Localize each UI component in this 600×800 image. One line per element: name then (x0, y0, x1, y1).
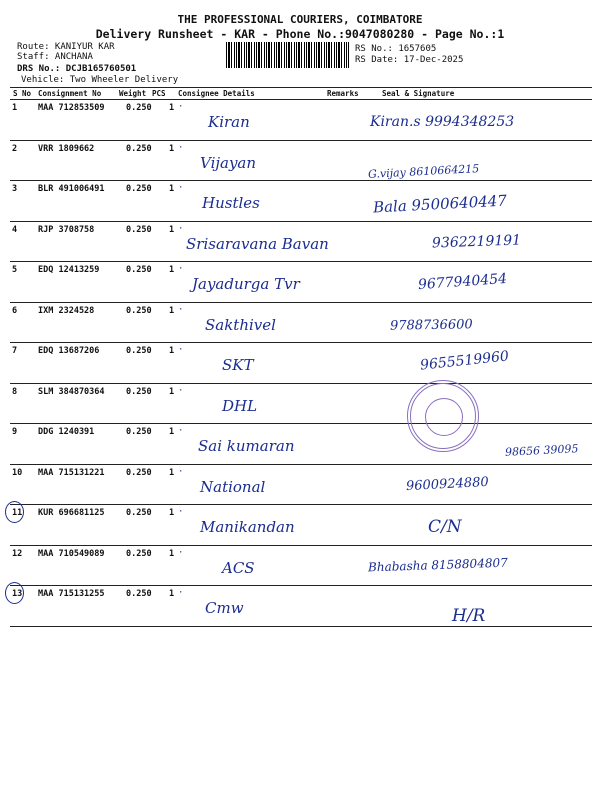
row-weight: 0.250 (126, 184, 152, 194)
row-weight: 0.250 (126, 468, 152, 478)
row-consignment-no: BLR 491006491 (38, 184, 105, 194)
row-divider (10, 180, 592, 181)
row-pcs: 1 (169, 184, 175, 194)
row-consignment-no: EDQ 12413259 (38, 265, 100, 275)
row-pcs: 1 (169, 144, 175, 154)
row-weight: 0.250 (126, 508, 152, 518)
row-weight: 0.250 (126, 144, 152, 154)
row-consignment-no: IXM 2324528 (38, 306, 95, 316)
row-consignment-no: RJP 3708758 (38, 225, 95, 235)
row-sno: 6 (12, 306, 18, 316)
page-subtitle: Delivery Runsheet - KAR - Phone No.:9047080280 - Page No.:1 (95, 27, 505, 41)
header-rule-bottom (10, 99, 592, 100)
vehicle-label: Vehicle: Two Wheeler Delivery (21, 75, 179, 85)
row-consignee-name: ACS (222, 559, 255, 577)
col-consignee: Consignee Details (178, 89, 255, 98)
row-sno: 10 (12, 468, 23, 478)
page-title: THE PROFESSIONAL COURIERS, COIMBATORE (177, 13, 423, 26)
row-consignment-no: MAA 715131221 (38, 468, 105, 478)
tick-mark-icon: · (178, 386, 184, 396)
row-pcs: 1 (169, 468, 175, 478)
drs-label: DRS No.: DCJB165760501 (17, 64, 137, 74)
row-consignee-name: Manikandan (200, 518, 295, 536)
row-seal-signature: C/N (428, 517, 462, 537)
row-pcs: 1 (169, 427, 175, 437)
row-sno: 7 (12, 346, 18, 356)
tick-mark-icon: · (178, 345, 184, 355)
row-sno: 8 (12, 387, 18, 397)
col-weight: Weight (119, 89, 147, 98)
col-seal: Seal & Signature (382, 89, 455, 98)
row-consignment-no: VRR 1809662 (38, 144, 95, 154)
circle-mark-row-13 (5, 582, 24, 604)
row-consignment-no: MAA 712853509 (38, 103, 105, 113)
row-divider (10, 423, 592, 424)
row-pcs: 1 (169, 508, 175, 518)
tick-mark-icon: · (178, 507, 184, 517)
row-consignment-no: MAA 715131255 (38, 589, 105, 599)
row-consignment-no: SLM 384870364 (38, 387, 105, 397)
row-consignment-no: DDG 1240391 (38, 427, 95, 437)
row-consignee-name: Jayadurga Tvr (192, 275, 300, 293)
row-consignee-name: Sai kumaran (198, 437, 295, 455)
route-label: Route: KANIYUR KAR (17, 42, 115, 52)
row-pcs: 1 (169, 589, 175, 599)
row-seal-signature: G.vijay 8610664215 (367, 162, 480, 181)
row-divider (10, 545, 592, 546)
row-consignee-name: DHL (222, 397, 258, 415)
tick-mark-icon: · (178, 102, 184, 112)
tick-mark-icon: · (178, 467, 184, 477)
row-consignee-name: Cmw (205, 599, 244, 617)
row-consignee-name: SKT (222, 356, 254, 374)
row-weight: 0.250 (126, 103, 152, 113)
tick-mark-icon: · (178, 588, 184, 598)
row-seal-signature: 9362219191 (431, 232, 522, 252)
row-pcs: 1 (169, 265, 175, 275)
staff-label: Staff: ANCHANA (17, 52, 93, 62)
row-seal-signature: 9788736600 (389, 317, 473, 334)
row-sno: 9 (12, 427, 18, 437)
tick-mark-icon: · (178, 224, 184, 234)
row-seal-signature: 98656 39095 (504, 442, 579, 459)
row-seal-signature: 9655519960 (419, 348, 510, 374)
delivery-stamp (407, 380, 479, 452)
row-divider (10, 302, 592, 303)
row-divider (10, 342, 592, 343)
row-consignee-name: National (200, 478, 266, 496)
row-weight: 0.250 (126, 265, 152, 275)
row-divider (10, 383, 592, 384)
col-consignment: Consignment No (38, 89, 102, 98)
row-sno: 3 (12, 184, 18, 194)
tick-mark-icon: · (178, 548, 184, 558)
col-sno: S No (13, 89, 32, 98)
row-weight: 0.250 (126, 306, 152, 316)
row-sno: 4 (12, 225, 18, 235)
row-seal-signature: H/R (452, 606, 486, 626)
header-rule-top (10, 87, 592, 88)
col-remarks: Remarks (327, 89, 359, 98)
row-pcs: 1 (169, 549, 175, 559)
row-divider (10, 140, 592, 141)
row-weight: 0.250 (126, 387, 152, 397)
row-consignee-name: Hustles (202, 194, 260, 212)
row-consignment-no: MAA 710549089 (38, 549, 105, 559)
row-consignee-name: Srisaravana Bavan (186, 235, 329, 253)
row-weight: 0.250 (126, 589, 152, 599)
row-seal-signature: 9677940454 (417, 270, 508, 294)
row-seal-signature: 9600924880 (405, 474, 490, 495)
row-pcs: 1 (169, 346, 175, 356)
row-consignee-name: Sakthivel (205, 316, 276, 334)
row-divider (10, 585, 592, 586)
tick-mark-icon: · (178, 183, 184, 193)
row-divider (10, 626, 592, 627)
col-pcs: PCS (152, 89, 166, 98)
row-weight: 0.250 (126, 549, 152, 559)
row-consignee-name: Kiran (208, 113, 250, 131)
row-consignee-name: Vijayan (200, 154, 257, 172)
row-sno: 13 (12, 589, 23, 599)
row-pcs: 1 (169, 103, 175, 113)
row-pcs: 1 (169, 225, 175, 235)
row-divider (10, 221, 592, 222)
row-sno: 1 (12, 103, 18, 113)
row-weight: 0.250 (126, 346, 152, 356)
tick-mark-icon: · (178, 305, 184, 315)
row-consignment-no: KUR 696681125 (38, 508, 105, 518)
row-weight: 0.250 (126, 427, 152, 437)
rs-date-label: RS Date: 17-Dec-2025 (355, 55, 464, 65)
rs-no-label: RS No.: 1657605 (355, 44, 437, 54)
row-seal-signature: Bala 9500640447 (372, 191, 508, 217)
row-seal-signature: Kiran.s 9994348253 (370, 114, 515, 130)
row-divider (10, 464, 592, 465)
row-seal-signature: Bhabasha 8158804807 (367, 555, 508, 575)
row-sno: 5 (12, 265, 18, 275)
tick-mark-icon: · (178, 426, 184, 436)
row-divider (10, 504, 592, 505)
row-sno: 11 (12, 508, 23, 518)
row-pcs: 1 (169, 387, 175, 397)
row-divider (10, 261, 592, 262)
tick-mark-icon: · (178, 143, 184, 153)
row-sno: 12 (12, 549, 23, 559)
tick-mark-icon: · (178, 264, 184, 274)
row-pcs: 1 (169, 306, 175, 316)
row-weight: 0.250 (126, 225, 152, 235)
row-sno: 2 (12, 144, 18, 154)
circle-mark-row-11 (5, 501, 24, 523)
barcode (226, 42, 349, 68)
row-consignment-no: EDQ 13687206 (38, 346, 100, 356)
